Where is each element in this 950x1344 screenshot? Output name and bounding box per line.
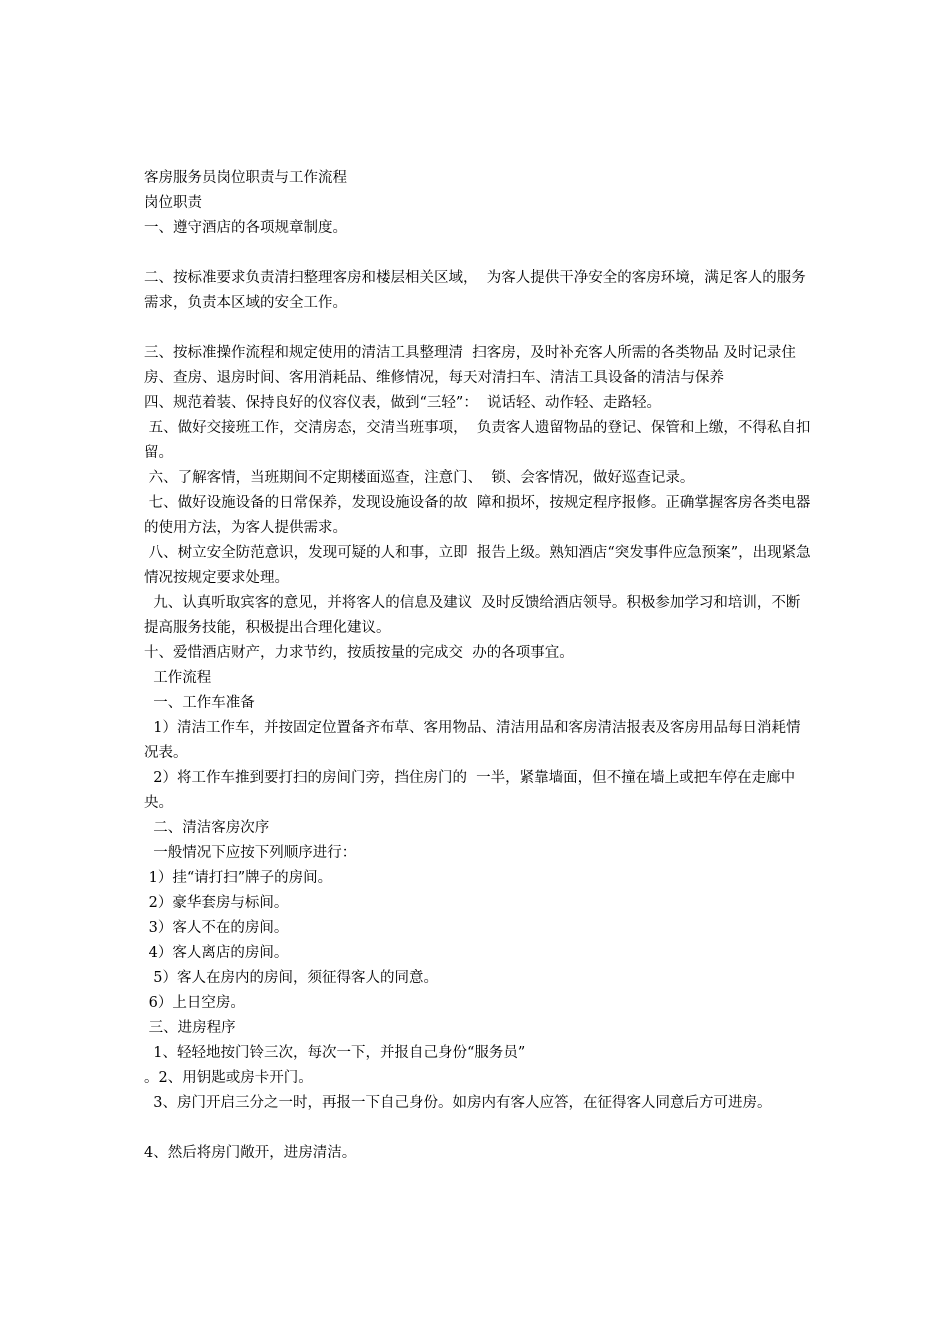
text-line: 岗位职责 <box>144 195 202 211</box>
document-body <box>144 166 812 1166</box>
text-line: 七、做好设施设备的日常保养，发现设施设备的故 障和损坏，按规定程序报修。正确掌握客房各类电器的使用方法，为客人提供需求。 <box>144 495 811 536</box>
text-line: 八、树立安全防范意识，发现可疑的人和事，立即 报告上级。熟知酒店“突发事件应急预案”，出现紧急情况按规定要求处理。 <box>144 545 811 586</box>
list-item: 6）上日空房。 <box>144 995 245 1011</box>
blank-line <box>144 241 812 266</box>
text-line: 。2、用钥匙或房卡开门。 <box>144 1070 313 1086</box>
list-item: 5）客人在房内的房间，须征得客人的同意。 <box>144 970 438 986</box>
text-line: 2）将工作车推到要打扫的房间门旁，挡住房门的 一半，紧靠墙面，但不撞在墙上或把车停在走廊中央。 <box>144 770 796 811</box>
text-line: 一、遵守酒店的各项规章制度。 <box>144 220 347 236</box>
text-line: 二、按标准要求负责清扫整理客房和楼层相关区域， 为客人提供干净安全的客房环境，满足客人的服务需求，负责本区域的安全工作。 <box>144 270 806 311</box>
text-line: 三、按标准操作流程和规定使用的清洁工具整理清 扫客房，及时补充客人所需的各类物品 及时记录住房、查房、退房时间、客用消耗品、维修情况，每天对清扫车、清洁工具设备的清洁与保养 <box>144 345 796 386</box>
text-line: 1）清洁工作车，并按固定位置备齐布草、客用物品、清洁用品和客房清洁报表及客房用品每日消耗情况表。 <box>144 720 801 761</box>
list-item: 4）客人离店的房间。 <box>144 945 289 961</box>
text-line: 十、爱惜酒店财产，力求节约，按质按量的完成交 办的各项事宜。 <box>144 645 574 661</box>
text-line: 4、然后将房门敞开，进房清洁。 <box>144 1145 357 1161</box>
subsection-heading: 二、清洁客房次序 <box>144 820 270 836</box>
text-line: 六、了解客情，当班期间不定期楼面巡查，注意门、 锁、会客情况，做好巡查记录。 <box>144 470 695 486</box>
text-line: 九、认真听取宾客的意见，并将客人的信息及建议 及时反馈给酒店领导。积极参加学习和培训，不断提高服务技能，积极提出合理化建议。 <box>144 595 801 636</box>
section-heading: 工作流程 <box>144 670 212 686</box>
text-line: 一般情况下应按下列顺序进行： <box>144 845 357 861</box>
list-item: 3）客人不在的房间。 <box>144 920 289 936</box>
text-line: 五、做好交接班工作，交清房态，交清当班事项， 负责客人遗留物品的登记、保管和上缴，不得私自扣留。 <box>144 420 811 461</box>
blank-line <box>144 1116 812 1141</box>
text-line: 3、房门开启三分之一时，再报一下自己身份。如房内有客人应答，在征得客人同意后方可进房。 <box>144 1095 772 1111</box>
list-item: 2）豪华套房与标间。 <box>144 895 289 911</box>
text-line: 四、规范着装、保持良好的仪容仪表，做到“三轻”： 说话轻、动作轻、走路轻。 <box>144 395 662 411</box>
document-title: 客房服务员岗位职责与工作流程 <box>144 170 347 186</box>
subsection-heading: 三、进房程序 <box>144 1020 236 1036</box>
blank-line <box>144 316 812 341</box>
list-item: 1）挂“请打扫”牌子的房间。 <box>144 870 333 886</box>
text-line: 1、轻轻地按门铃三次，每次一下，并报自己身份“服务员” <box>144 1045 526 1061</box>
subsection-heading: 一、工作车准备 <box>144 695 255 711</box>
